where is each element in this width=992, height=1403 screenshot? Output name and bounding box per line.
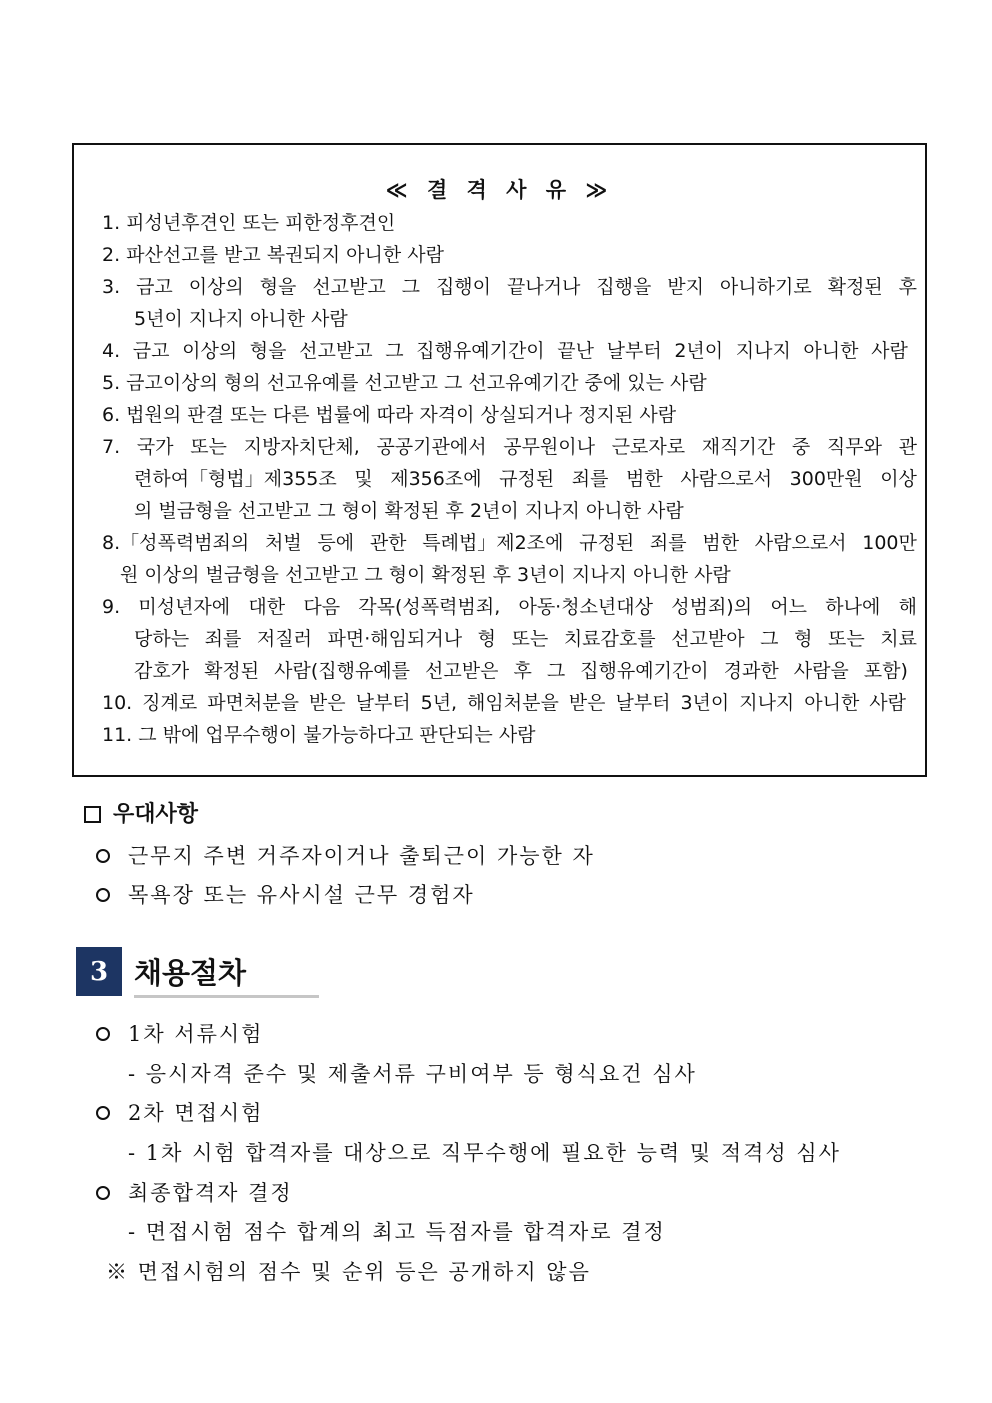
disqualification-item: 의 벌금형을 선고받고 그 형이 확정된 후 2년이 지나지 아니한 사람 — [134, 500, 684, 522]
disqualification-item: 5년이 지나지 아니한 사람 — [134, 308, 348, 330]
preference-item: 근무지 주변 거주자이거나 출퇴근이 가능한 자 — [96, 840, 595, 870]
disqualification-item: 4. 금고 이상의 형을 선고받고 그 집행유예기간이 끝난 날부터 2년이 지나지 아니한 사람 — [102, 340, 908, 362]
disqualification-item: 1. 피성년후견인 또는 피한정후견인 — [102, 212, 396, 234]
disqualification-item: 당하는 죄를 저질러 파면·해임되거나 형 또는 치료감호를 선고받아 그 형 또는 치료 — [134, 628, 917, 650]
disqualification-item: 2. 파산선고를 받고 복권되지 아니한 사람 — [102, 244, 444, 266]
procedure-step-detail: - 면접시험 점수 합계의 최고 득점자를 합격자로 결정 — [128, 1220, 666, 1244]
preference-heading: 우대사항 — [84, 797, 198, 828]
disqualification-item: 9. 미성년자에 대한 다음 각목(성폭력범죄, 아동·청소년대상 성범죄)의 어느 하나에 해 — [102, 596, 917, 618]
disqualification-item: 6. 법원의 판결 또는 다른 법률에 따라 자격이 상실되거나 정지된 사람 — [102, 404, 677, 426]
preference-item: 목욕장 또는 유사시설 근무 경험자 — [96, 879, 475, 909]
disqualification-item: 8.「성폭력범죄의 처벌 등에 관한 특례법」제2조에 규정된 죄를 범한 사람으로서 100만 — [102, 532, 917, 554]
section-title: 채용절차 — [134, 956, 247, 990]
procedure-step: 최종합격자 결정 — [96, 1177, 293, 1207]
disqualification-item: 7. 국가 또는 지방자치단체, 공공기관에서 공무원이나 근로자로 재직기간 중 직무와 관 — [102, 436, 917, 458]
square-bullet-icon — [84, 806, 101, 823]
disqualification-item: 11. 그 밖에 업무수행이 불가능하다고 판단되는 사람 — [102, 724, 536, 746]
procedure-step: 2차 면접시험 — [96, 1097, 263, 1127]
circle-bullet-icon — [96, 849, 110, 863]
procedure-step-detail: - 1차 시험 합격자를 대상으로 직무수행에 필요한 능력 및 적격성 심사 — [128, 1141, 841, 1165]
disqualification-item: 5. 금고이상의 형의 선고유예를 선고받고 그 선고유예기간 중에 있는 사람 — [102, 372, 707, 394]
disqualification-item: 련하여「형법」제355조 및 제356조에 규정된 죄를 범한 사람으로서 300만원 이상 — [134, 468, 917, 490]
disqualification-item: 3. 금고 이상의 형을 선고받고 그 집행이 끝나거나 집행을 받지 아니하기로 확정된 후 — [102, 276, 917, 298]
procedure-step: 1차 서류시험 — [96, 1018, 263, 1048]
disqualification-item: 원 이상의 벌금형을 선고받고 그 형이 확정된 후 3년이 지나지 아니한 사람 — [120, 564, 731, 586]
circle-bullet-icon — [96, 1106, 110, 1120]
circle-bullet-icon — [96, 888, 110, 902]
procedure-note: ※ 면접시험의 점수 및 순위 등은 공개하지 않음 — [106, 1260, 591, 1284]
circle-bullet-icon — [96, 1027, 110, 1041]
circle-bullet-icon — [96, 1186, 110, 1200]
procedure-step-detail: - 응시자격 준수 및 제출서류 구비여부 등 형식요건 심사 — [128, 1062, 697, 1086]
section-title-underline — [134, 995, 319, 998]
section-number-badge: 3 — [76, 947, 122, 996]
disqualification-item: 감호가 확정된 사람(집행유예를 선고받은 후 그 집행유예기간이 경과한 사람을 포함) — [134, 660, 908, 682]
disqualification-title: ≪ 결 격 사 유 ≫ — [385, 178, 614, 202]
disqualification-item: 10. 징계로 파면처분을 받은 날부터 5년, 해임처분을 받은 날부터 3년이 지나지 아니한 사람 — [102, 692, 906, 714]
